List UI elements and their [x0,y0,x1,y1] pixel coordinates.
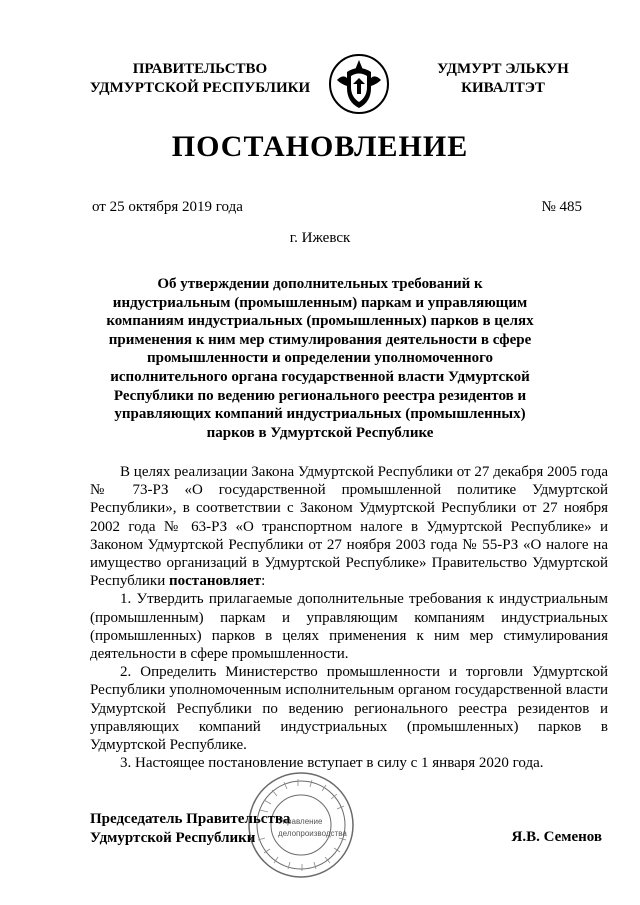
government-name-russian [80,60,320,98]
preamble-text: В целях реализации Закона Удмуртской Республики от 27 декабря 2005 года № 73-РЗ «О государственной промышленной политике Удмуртской Республики», в соответствии с Законом Удмуртской Республики от 27 ноября 2002 года № 63-РЗ «О транспортном налоге в Удмуртской Республике» и Законом Удмуртской Республики от 27 ноября 2003 года № 55-РЗ «О налоге на имущество организаций в Удмуртской Республике» Правительство Удмуртской Республики [90,464,608,590]
document-body [90,463,608,772]
government-name-udmurt-line1: УДМУРТ ЭЛЬКУН [437,61,569,77]
stamp-line2: делопроизводства [278,829,347,838]
item-2-paragraph: 2. Определить Министерство промышленности и торговли Удмуртской Республики уполномоченным исполнительным органом государственной власти Удмуртской Республики по ведению регионального реестра резидентов и управляющих компаний индустриальных (промышленных) парков в Удмуртской Республике. [90,664,608,754]
government-name-line1: ПРАВИТЕЛЬСТВО [132,61,268,77]
signatory-name: Я.В. Семенов [511,829,602,845]
document-title: ПОСТАНОВЛЕНИЕ [171,130,469,163]
government-name-udmurt-line2: КИВАЛТЭТ [461,80,545,96]
signatory-position [90,810,290,848]
government-name-line2: УДМУРТСКОЙ РЕСПУБЛИКИ [89,80,311,96]
signatory-position-line2: Удмуртской Республики [90,830,256,846]
decree-keyword: постановляет [169,573,262,590]
udmurt-coat-of-arms-icon [327,52,391,116]
item-1-paragraph: 1. Утвердить прилагаемые дополнительные требования к индустриальным (промышленным) паркам и управляющим компаниям индустриальных (промышленных) парков в целях применения к ним мер стимулирования деятельности в сфере промышленности. [90,591,608,663]
stamp-line1: Управление [278,817,323,826]
government-name-udmurt [398,60,608,98]
preamble-colon: : [261,573,266,590]
document-date: от 25 октября 2019 года [92,199,243,215]
signatory-position-line1: Председатель Правительства [90,811,291,827]
document-subject: Об утверждении дополнительных требований к индустриальным (промышленным) паркам и управляющим компаниям индустриальных (промышленных) парков в целях применения к ним мер стимулирования деятельности в сфере промышленности и определении уполномоченного исполнительного органа государственной власти Удмуртской Республики по ведению регионального реестра резидентов и управляющих компаний индустриальных (промышленных) парков в Удмуртской Республике [106,276,534,441]
preamble-paragraph [90,463,608,590]
item-3-paragraph: 3. Настоящее постановление вступает в силу с 1 января 2020 года. [120,755,544,772]
document-number: № 485 [541,199,582,215]
document-city: г. Ижевск [289,230,351,246]
